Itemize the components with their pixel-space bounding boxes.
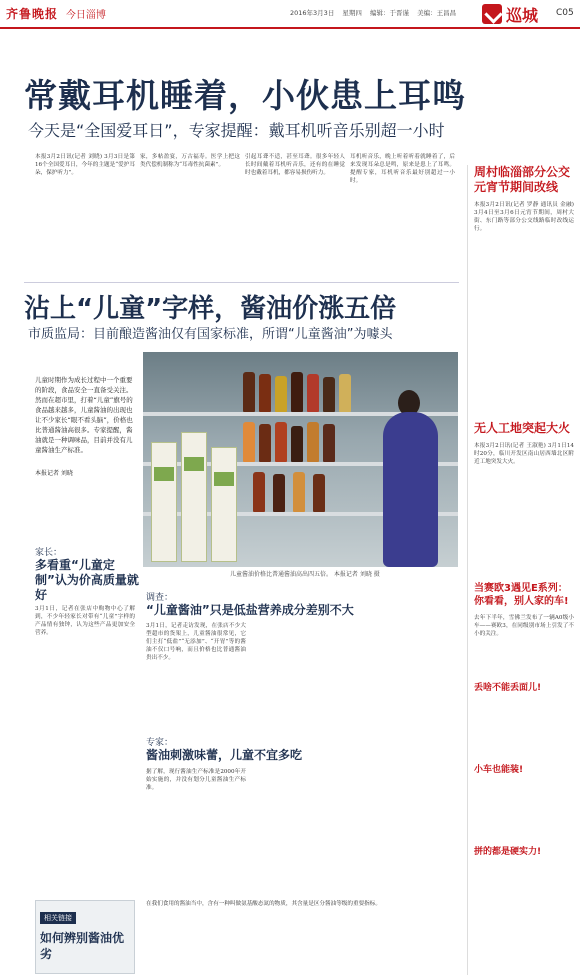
brief-1-title: 周村临淄部分公交元宵节期间改线 <box>474 165 571 194</box>
bottle <box>253 472 265 512</box>
bottle <box>243 422 255 462</box>
story2-subheadline: 市质监局：目前酿造酱油仅有国家标准，所谓“儿童酱油”为噱头 <box>28 327 393 342</box>
story-divider <box>24 282 459 283</box>
section-expert-body <box>146 768 246 888</box>
ad-text: 去年下半年，雪佛兰发布了一辆A0级小车——赛欧3，在同级别市场上引发了不小的关注。 <box>474 615 574 637</box>
kicker-parents: 家长： <box>35 548 63 558</box>
page-number: C05 <box>556 8 574 18</box>
brief-2-title: 无人工地突起大火 <box>474 421 571 435</box>
story2-reporter: 本报记者 刘晓 <box>35 470 73 477</box>
section-investigation-text: 3月1日，记者走访发现，在张店不少大型超市的货架上，儿童酱油很常见，它们主打“低盐”“无添加”、“开胃”等的酱油不仅口号响，而且价格也比普通酱油贵出不少。 <box>146 623 246 661</box>
ad-kicker-1: 丢啥不能丢面儿! <box>474 683 542 693</box>
story2-lead <box>35 375 135 479</box>
story2-lead-text: 儿童时期作为成长过程中一个重要的阶段，食品安全一直备受关注。然而在超市里，打着“儿童”旗号的食品越来越多，儿童酱油的出现也让不少家长“眼不看头脑”，价格也比普通酱油高很多。专家提醒，酱油就是一种调味品，目前并没有儿童酱油生产标准。 <box>35 376 133 454</box>
story1-lead-text: 本报3月2日讯(记者 刘晓) 3月3日是第16个全国爱耳日，今年的主题是“爱护耳朵，保护听力”。 <box>35 154 135 176</box>
kicker-expert: 专家： <box>146 738 174 748</box>
bottle <box>293 472 305 512</box>
design-credit: 美编：王昌昌 <box>417 9 457 17</box>
issue-weekday: 星期四 <box>342 9 362 17</box>
related-tag: 相关链接 <box>40 912 76 924</box>
brief-1-body <box>474 201 574 351</box>
editor-credit: 编辑：于晋谨 <box>369 9 409 17</box>
bottle <box>275 422 287 462</box>
newspaper-brand: 齐鲁晚报 <box>6 7 59 21</box>
story2-headline: 沾上“儿童”字样，酱油价涨五倍 <box>24 294 397 324</box>
right-column <box>467 165 577 975</box>
ad-kicker-3: 拼的都是硬实力! <box>474 847 542 857</box>
product-box <box>181 432 207 562</box>
bottle <box>273 474 285 512</box>
section-expert-title: 酱油刺激味蕾，儿童不宜多吃 <box>146 748 303 762</box>
ad-kicker-2: 小车也能装! <box>474 765 524 775</box>
section-investigation-body <box>146 622 246 722</box>
bottle <box>323 377 335 412</box>
bottle <box>291 426 303 462</box>
section-expert-text: 据了解，现行酱油生产标准是2000年开始实施的，并没有划分儿童酱油生产标准。 <box>146 769 246 791</box>
story1-col3-text: 引起耳聋不适，甚至耳聋。很多年轻人长时间戴着耳机听音乐，还有的在睡觉时也戴着耳机，都容易损伤听力。 <box>245 154 345 176</box>
supermarket-photo <box>143 352 458 567</box>
bottle <box>323 424 335 462</box>
kicker-investigation: 调查： <box>146 593 174 603</box>
story1-column-1 <box>35 153 135 278</box>
story1-column-2 <box>140 153 240 278</box>
bottle <box>313 474 325 512</box>
related-body <box>146 900 458 976</box>
header-rule <box>0 27 580 29</box>
product-box <box>211 447 237 562</box>
brief-2-body <box>474 442 574 552</box>
bottle <box>291 372 303 412</box>
story1-column-3 <box>245 153 345 278</box>
ad-body <box>474 614 574 674</box>
section-name: 巡城 <box>506 5 539 25</box>
brief-1-text: 本报3月2日讯(记者 罗静 通讯员 金融) 3月4日至3月6日元宵节期间，周村大街、东门路等部分公交线路临时改线运行。 <box>474 202 574 232</box>
photo-caption: 儿童酱油价格比普通酱油高出四五倍。 本报记者 刘晓 摄 <box>230 571 380 578</box>
issue-date: 2016年3月3日 <box>290 9 335 17</box>
story1-column-4 <box>350 153 455 278</box>
brief-2-text: 本报3月2日讯(记者 王淑艳) 3月1日14时20分，临川开发区南山居西墙北区附近工地突发大火。 <box>474 443 574 465</box>
related-link-box <box>35 900 135 974</box>
edition-name: 今日淄博 <box>65 10 106 21</box>
related-body-text: 在我们食用的酱油当中，含有一种叫做氨基酸态氮的物质，其含量是区分酱油等级的重要指标。 <box>146 901 381 907</box>
section-parents-title: 多看重“儿童定制”认为价高质量就好 <box>35 558 139 602</box>
masthead <box>6 5 106 22</box>
bottle <box>259 374 271 412</box>
story1-col2-text: 家，多帖盈宴，万古福寿。医学上把这类代偿机制称为“耳毒性抗菌素”。 <box>140 154 240 168</box>
ad-title: 当赛欧3遇见E系列：你看看，别人家的车! <box>474 583 569 607</box>
story1-headline: 常戴耳机睡着，小伙患上耳鸣 <box>24 76 466 115</box>
bottle <box>275 376 287 412</box>
shopper <box>383 412 438 567</box>
bottle <box>339 374 351 412</box>
story1-col4-text: 耳机听音乐，晚上听着听着就睡着了，后来发现耳朵总是鸣，原来是患上了耳鸣。提醒专家，耳机听音乐最好别超过一小时。 <box>350 154 455 184</box>
section-logo-icon <box>482 4 502 24</box>
bottle <box>307 422 319 462</box>
section-parents-body <box>35 605 135 890</box>
bottle <box>243 372 255 412</box>
story1-subheadline: 今天是“全国爱耳日”，专家提醒：戴耳机听音乐别超一小时 <box>28 121 445 140</box>
bottle <box>307 374 319 412</box>
dateline <box>290 8 462 17</box>
product-box <box>151 442 177 562</box>
related-title: 如何辨别酱油优劣 <box>40 931 125 961</box>
page-header <box>0 0 580 28</box>
section-parents-text: 3月1日，记者在张店中购物中心了解到，不少年轻家长对带有“儿童”字样的产品情有独钟，认为这些产品更加安全营养。 <box>35 606 135 636</box>
section-badge <box>482 3 550 25</box>
bottle <box>259 424 271 462</box>
section-investigation-title: “儿童酱油”只是低盐营养成分差别不大 <box>146 603 354 617</box>
